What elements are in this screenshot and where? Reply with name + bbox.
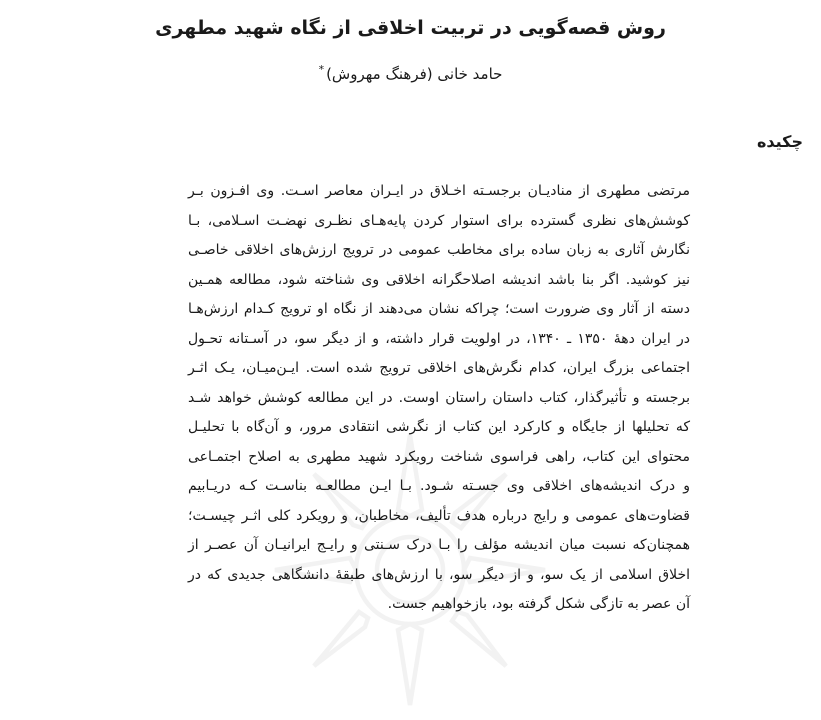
abstract-heading: چکیده [756, 132, 803, 151]
abstract-line: کوشش‌های نظری گسترده برای استوار کردن پایه‌هـای نظـری نهضـت اسـلامی، بـا [188, 212, 690, 229]
author-footnote-mark[interactable]: * [318, 63, 325, 76]
abstract-line: اجتماعی بزرگ ایران، کدام نگرش‌های اخلاقی ترویج شده است. ایـن‌میـان، یـک اثـر [188, 360, 690, 376]
abstract-line: نگارش آثاری به زبان ساده برای مخاطب عمومی در ترویج ارزش‌های اخلاقی خاصـی [188, 242, 690, 258]
abstract-line: در ایران دههٔ ۱۳۵۰ ـ ۱۳۴۰، در اولویت قرار داشته، و از دیگر سو، در آسـتانه تحـول [188, 330, 690, 347]
abstract-line: آن عصر به تازگی شکل گرفته بود، بازخواهیم جست. [387, 596, 690, 612]
paper-title: روش قصه‌گویی در تربیت اخلاقی از نگاه شهید مطهری [155, 17, 666, 39]
abstract-line: که تحلیلها از جایگاه و کارکرد این کتاب از نگرشی انتقادی مرور، و آن‌گاه با تحلیـل [188, 419, 690, 435]
abstract-line: و درک اندیشه‌های اخلاقی وی جسـته شـود. بـا ایـن مطالعـه بناسـت کـه دریـابیم [188, 478, 690, 494]
abstract-line: نیز کوشید. اگر بنا باشد اندیشه اصلاحگرانه اخلاقی وی شناخته شود، مطالعه همـین [188, 271, 690, 288]
abstract-line: برجسته و تأثیرگذار، کتاب داستان راستان اوست. در این مطالعه کوشش خواهد شـد [188, 389, 690, 406]
abstract-line: قضاوت‌های عمومی و رایج درباره هدف تألیف، مخاطبان، و رویکرد کلی اثـر چیسـت؛ [188, 507, 690, 524]
author-name: حامد خانی (فرهنگ مهروش) [326, 65, 503, 83]
abstract-line: محتوای این کتاب، راهی فراسوی شناخت رویکرد شهید مطهری به اصلاح اجتمـاعی [188, 448, 690, 465]
author-line [0, 58, 821, 86]
abstract-body [188, 177, 690, 620]
abstract-line: همچنان‌که نسبت میان اندیشه مؤلف را بـا درک سـنتی و رایـج ایرانیـان آن عصـر از [188, 537, 690, 553]
abstract-line: دسته از آثار وی ضرورت است؛ چراکه نشان می‌دهند از نگاه او ترویج کـدام ارزش‌هـا [188, 301, 690, 317]
abstract-line: مرتضی مطهری از منادیـان برجسـته اخـلاق در ایـران معاصر اسـت. وی افـزون بـر [188, 183, 690, 199]
abstract-line: اخلاق اسلامی از یک سو، و از دیگر سو، با ارزش‌های طبقهٔ دانشگاهی جدیدی که در [188, 566, 690, 583]
